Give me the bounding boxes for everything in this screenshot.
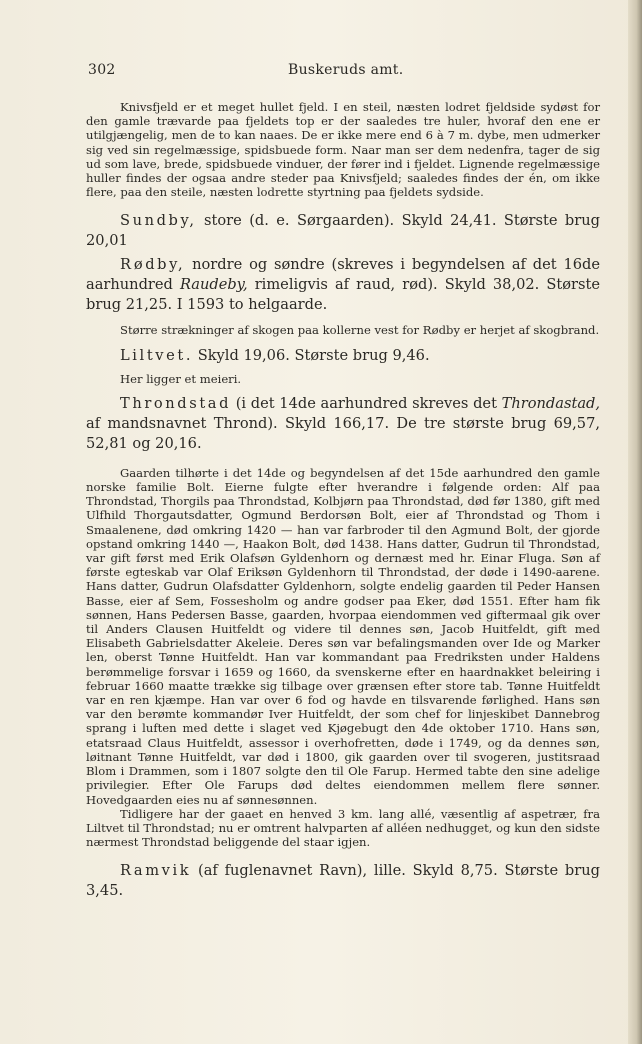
entry-text-rodby-b: rimeligvis af raud, rød). Skyld 38,02. Største brug 21,25. I 1593 to helgaarde. (86, 276, 600, 314)
entry-text-throndstad-a: (i det 14de aarhundred skreves det (231, 394, 502, 412)
entry-old-name-raudeby: Raudeby, (179, 276, 248, 294)
paragraph-meieri: Her ligger et meieri. (120, 371, 242, 386)
entry-name-sundby: Sundby, (120, 212, 197, 230)
entry-rodby (86, 255, 600, 315)
entry-name-rodby: Rødby, (120, 256, 186, 274)
entry-liltvet (86, 346, 600, 366)
page-edge-shadow (628, 0, 642, 1044)
entry-throndstad (86, 394, 600, 454)
entry-text-liltvet: Skyld 19,06. Største brug 9,46. (193, 346, 430, 364)
entry-sundby (86, 211, 600, 251)
page-number: 302 (88, 62, 116, 78)
running-title: Buskeruds amt. (288, 62, 404, 78)
paragraph-knivsfjeld: Knivsfjeld er et meget hullet fjeld. I en steil, næsten lodret fjeldside sydøst for den gamle trævarde paa fjeldets top er der saaledes tre huler, hvoraf den ene er utilgjængelig, men de to kan naaes. De er ikke mere end 6 à 7 m. dybe, men udmerker sig ved sin regelmæssige, spidsbuede form. Naar man ser dem nedenfra, tager de sig ud som lave, brede, spidsbuede vinduer, der fører ind i fjeldet. Lignende regelmæssige huller findes der ogsaa andre steder paa Knivsfjeld; saaledes findes der én, om ikke flere, paa den steile, næsten lodrette styrtning paa fjeldets sydside. (86, 100, 600, 200)
entry-text-rodby-a: nordre og søndre (skreves i begyndelsen af det 16de aarhundred (86, 256, 600, 294)
page-header (88, 62, 528, 82)
entry-text-ramvik: (af fuglenavnet Ravn), lille. Skyld 8,75. Største brug 3,45. (86, 862, 600, 900)
paragraph-skogbrand: Større strækninger af skogen paa kollerne vest for Rødby er herjet af skogbrand. (120, 323, 600, 338)
paragraph-alle: Tidligere har der gaaet en henved 3 km. lang allé, væsentlig af aspetrær, fra Liltvet til Throndstad; nu er omtrent halvparten af alléen nedhugget, og kun den sidste nærmest Throndstad beliggende del staar igjen. (86, 806, 600, 850)
paragraph-throndstad-history: Gaarden tilhørte i det 14de og begyndelsen af det 15de aarhundred den gamle norske familie Bolt. Eierne fulgte efter hverandre i følgende orden: Alf paa Throndstad, Thorgils paa Throndstad, Kolbjørn paa Throndstad, død før 1380, gift med Ulfhild Thorgautsdatter, Ogmund Berdorsøn Bolt, eier af Throndstad og Thom i Smaalenene, død omkring 1420 — han var farbroder til den Agmund Bolt, der gjorde opstand omkring 1440 —, Haakon Bolt, død 1438. Hans datter, Gudrun til Throndstad, var gift først med Erik Olafsøn Gyldenhorn og dernæst med hr. Einar Fluga. Søn af første egteskab var Olaf Eriksøn Gyldenhorn til Throndstad, der døde i 1490-aarene. Hans datter, Gudrun Olafsdatter Gyldenhorn, solgte endelig gaarden til Peder Hansen Basse, eier af Sem, Fossesholm og andre godser paa Eker, død 1551. Efter ham fik sønnen, Hans Pedersen Basse, gaarden, hvorpaa eiendommen ved giftermaal gik over til Anders Clausen Huitfeldt og videre til dennes søn, Jacob Huitfeldt, gift med Elisabeth Gabrielsdatter Akeleie. Deres søn var befalingsmanden over Ide og Marker len, oberst Tønne Huitfeldt. Han var kommandant paa Fredriksten under Haldens berømmelige forsvar i 1659 og 1660, da svenskerne efter en haardnakket beleiring i februar 1660 maatte trække sig tilbage over grænsen efter store tab. Tønne Huitfeldt var en ren kjæmpe. Han var over 6 fod og havde en tilsvarende førlighed. Hans søn var den berømte kommandør Iver Huitfeldt, der som chef for linjeskibet Dannebrog sprang i luften med dette i slaget ved Kjøgebugt den 4de oktober 1710. Hans søn, etatsraad Claus Huitfeldt, assessor i overhofretten, døde i 1749, og da dennes søn, løitnant Tønne Huitfeldt, var død i 1800, gik gaarden over til svogeren, justitsraad Blom i Drammen, som i 1807 solgte den til Ole Farup. Hermed tabte den sine adelige privilegier. Efter Ole Farups død deltes eiendommen mellem flere sønner. Hovedgaarden eies nu af sønnesønnen. (86, 465, 600, 807)
entry-ramvik (86, 861, 600, 901)
entry-name-throndstad: Throndstad (120, 394, 232, 412)
entry-text-throndstad-b: af mandsnavnet Thrond). Skyld 166,17. De tre største brug 69,57, 52,81 og 20,16. (86, 414, 600, 452)
entry-name-ramvik: Ramvik (120, 862, 192, 880)
entry-name-liltvet: Liltvet. (120, 346, 194, 364)
page-body (86, 100, 600, 901)
entry-old-name-throndastad: Throndastad, (501, 394, 600, 412)
entry-text-sundby: store (d. e. Sørgaarden). Skyld 24,41. Største brug 20,01 (86, 212, 600, 250)
